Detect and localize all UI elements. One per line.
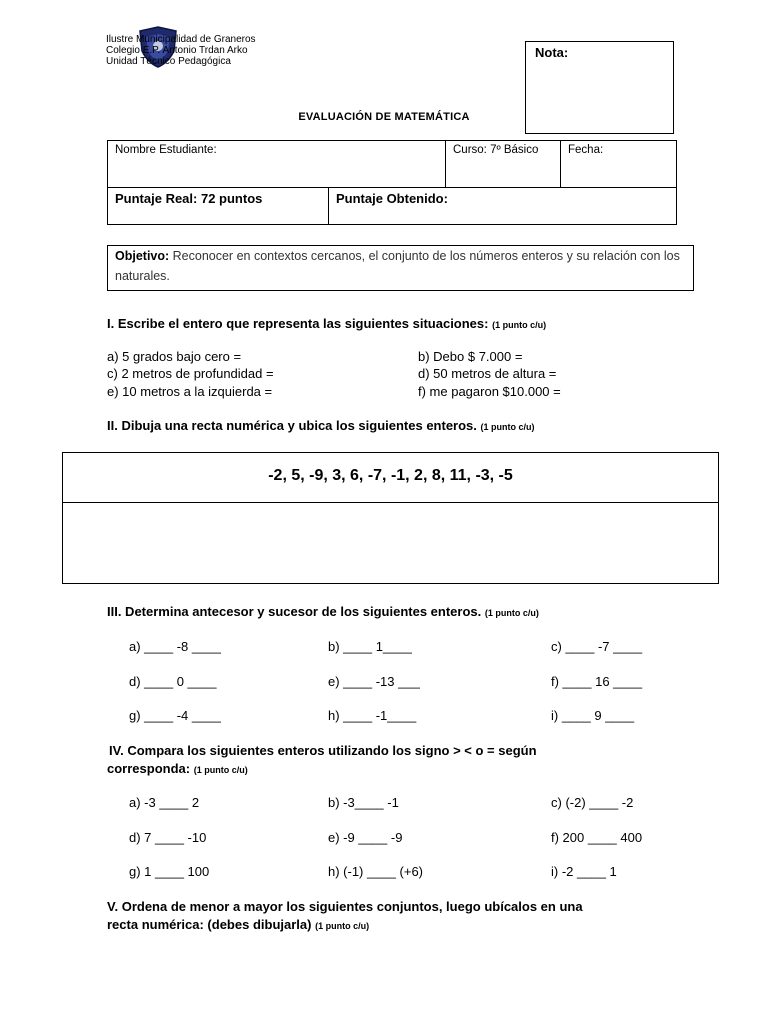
section-4-item-a: a) -3 ____ 2 (129, 795, 200, 810)
section-3-item-b: b) ____ 1____ (328, 639, 412, 654)
section-1-item-b: b) Debo $ 7.000 = (418, 349, 523, 364)
section-2-points: (1 punto c/u) (480, 422, 535, 432)
section-4-item-h: h) (-1) ____ (+6) (328, 864, 424, 879)
section-4-title-line-1: IV. Compara los siguientes enteros utilizando los signo > < o = según (109, 743, 537, 758)
date-label: Fecha: (568, 144, 604, 156)
section-1-title: I. Escribe el entero que representa las siguientes situaciones: (1 punto c/u) (107, 316, 547, 331)
section-4-item-g: g) 1 ____ 100 (129, 864, 210, 879)
obtained-score-label: Puntaje Obtenido: (336, 191, 448, 206)
objective-text: Reconocer en contextos cercanos, el conjunto de los números enteros y su relación con los naturales. (115, 249, 680, 283)
section-3-item-f: f) ____ 16 ____ (551, 674, 643, 689)
section-4-item-e: e) -9 ____ -9 (328, 830, 403, 845)
total-score-label: Puntaje Real: 72 puntos (115, 191, 263, 206)
section-1-item-a: a) 5 grados bajo cero = (107, 349, 242, 364)
section-3-item-g: g) ____ -4 ____ (129, 708, 221, 723)
student-name-field[interactable] (107, 140, 446, 188)
obtained-score-field[interactable] (328, 187, 677, 225)
section-1-item-c: c) 2 metros de profundidad = (107, 366, 274, 381)
section-3-points: (1 punto c/u) (484, 608, 539, 618)
section-5-title-line-2: recta numérica: (debes dibujarla) (1 punto c/u) (107, 917, 370, 932)
section-3-item-c: c) ____ -7 ____ (551, 639, 643, 654)
number-line-box[interactable] (62, 452, 719, 584)
section-1-item-d: d) 50 metros de altura = (418, 366, 557, 381)
section-3-item-a: a) ____ -8 ____ (129, 639, 221, 654)
date-field[interactable] (560, 140, 677, 188)
section-4-title-line-2: corresponda: (1 punto c/u) (107, 761, 248, 776)
school-name: Ilustre Municipalidad de Graneros (106, 34, 256, 45)
section-4-item-i: i) -2 ____ 1 (551, 864, 617, 879)
section-1-item-f: f) me pagaron $10.000 = (418, 384, 561, 399)
page-title: EVALUACIÓN DE MATEMÁTICA (298, 111, 470, 123)
section-4-points: (1 punto c/u) (193, 765, 248, 775)
section-1-points: (1 punto c/u) (492, 320, 547, 330)
section-5-title-line-1: V. Ordena de menor a mayor los siguientes conjuntos, luego ubícalos en una (107, 899, 583, 914)
section-3-item-i: i) ____ 9 ____ (551, 708, 635, 723)
integer-list: -2, 5, -9, 3, 6, -7, -1, 2, 8, 11, -3, -5 (268, 467, 513, 484)
section-2-title: II. Dibuja una recta numérica y ubica los siguientes enteros. (1 punto c/u) (107, 418, 535, 433)
section-4-item-d: d) 7 ____ -10 (129, 830, 207, 845)
course-cell (445, 140, 561, 188)
section-1-item-e: e) 10 metros a la izquierda = (107, 384, 273, 399)
objective-box (107, 245, 694, 291)
total-score-cell (107, 187, 329, 225)
section-4-item-c: c) (-2) ____ -2 (551, 795, 634, 810)
student-name-label: Nombre Estudiante: (115, 144, 217, 156)
number-line-divider (63, 502, 718, 503)
section-4-item-f: f) 200 ____ 400 (551, 830, 643, 845)
section-3-item-h: h) ____ -1____ (328, 708, 417, 723)
school-header (106, 34, 256, 67)
course-label: Curso: 7º Básico (453, 144, 539, 156)
grade-label: Nota: (535, 45, 569, 60)
section-4-item-b: b) -3____ -1 (328, 795, 399, 810)
unit-name: Unidad Técnico Pedagógica (106, 56, 231, 67)
section-3-title: III. Determina antecesor y sucesor de los siguientes enteros. (1 punto c/u) (107, 604, 539, 619)
section-3-item-e: e) ____ -13 ___ (328, 674, 420, 689)
college-name: Colegio E.P. Antonio Trdan Arko (106, 45, 248, 56)
section-5-points: (1 punto c/u) (315, 921, 370, 931)
objective-label: Objetivo: (115, 249, 170, 263)
section-3-item-d: d) ____ 0 ____ (129, 674, 217, 689)
